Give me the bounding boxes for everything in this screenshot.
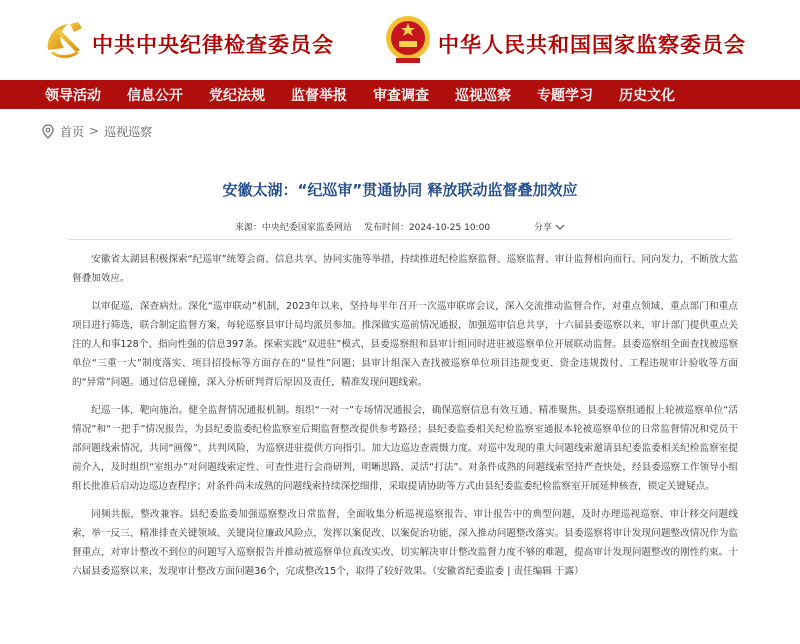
breadcrumb-current[interactable]: 巡视巡察 xyxy=(104,124,153,139)
article-title: 安徽太湖：“纪巡审”贯通协同 释放联动监督叠加效应 xyxy=(222,181,578,199)
org-name-nsc: 中华人民共和国国家监察委员会 xyxy=(438,32,746,57)
breadcrumb xyxy=(0,109,800,153)
breadcrumb-separator: > xyxy=(89,124,100,138)
chevron-down-icon xyxy=(555,223,565,231)
site-header xyxy=(0,0,800,80)
article-body xyxy=(0,240,800,581)
article-meta xyxy=(0,220,800,233)
nav-item-study[interactable]: 专题学习 xyxy=(537,87,593,104)
nav-item-inspection[interactable]: 巡视巡察 xyxy=(455,87,511,104)
nav-item-regulations[interactable]: 党纪法规 xyxy=(209,87,265,104)
share-button[interactable] xyxy=(534,220,565,233)
article-paragraph: 安徽省太湖县积极探索“纪巡审”统筹会商、信息共享、协同实施等举措，持续推进纪检监察监督、巡察监督、审计监督相向而行、同向发力，不断放大监督叠加效应。 xyxy=(72,254,738,284)
national-emblem-icon xyxy=(384,14,432,64)
article-time: 发布时间：2024-10-25 10:00 xyxy=(363,223,491,233)
nav-item-investigation[interactable]: 审查调查 xyxy=(373,87,429,104)
main-nav xyxy=(0,80,800,109)
org-name-ccdi: 中共中央纪律检查委员会 xyxy=(92,32,334,57)
breadcrumb-home[interactable]: 首页 xyxy=(60,124,85,139)
nav-item-disclosure[interactable]: 信息公开 xyxy=(127,87,183,104)
party-emblem-icon xyxy=(42,18,86,62)
article-paragraph: 纪巡一体，靶向施治。健全监督情况通报机制。组织“一对一”专场情况通报会，确保巡察信息有效互通、精准聚焦。县委巡察组通报上轮被巡察单位“活情况”和“一把手”情况报告，为县纪委监委纪检监察室后期监督整改提供参考路径；县纪委监委相关纪检监察室通报本轮被巡察单位的日常监督情况和党员干部问题线索情况，共同“画像”、共判风险，为巡察进驻提供方向指引。加大边巡边查震慑力度。对巡中发现的重大问题线索邀请县纪委监委相关纪检监察室提前介入，及时组织“室组办”对问题线索定性、可查性进行会商研判，明晰思路、灵活“打法”。对条件成熟的问题线索坚持严查快处，经县委巡察工作领导小组组长批准后启动边巡边查程序；对条件尚未成熟的问题线索持续深挖细排，采取提请协助等方式由县纪委监委纪检监察室开展延伸核查，锁定关键疑点。 xyxy=(72,405,738,492)
share-label: 分享 xyxy=(534,223,553,233)
nav-item-reporting[interactable]: 监督举报 xyxy=(291,87,347,104)
article-paragraph: 以审促巡，深查病灶。深化“巡审联动”机制，2023年以来，坚持每半年召开一次巡审联席会议，深入交流推动监督合作，对重点领域、重点部门和重点项目进行筛选，联合制定监督方案，每轮巡察县审计局均派员参加。推深做实巡前情况通报，加强巡审信息共享，十六届县委巡察以来，审计部门提供重点关注的人和事128个、指向性强的信息397条。探索实践“双进驻”模式，县委巡察组和县审计组同时进驻被巡察单位开展联动监督。县委巡察组全面查找被巡察单位“三重一大”制度落实、项目招投标等方面存在的“显性”问题；县审计组深入查找被巡察单位项目违规变更、资金违规拨付、工程违规审计验收等方面的“异常”问题。通过信息碰撞，深入分析研判背后原因及责任，精准发现问题线索。 xyxy=(72,301,738,388)
article-source: 来源：中央纪委国家监委网站 xyxy=(234,223,352,233)
article-paragraph: 同频共振，整改兼容。县纪委监委加强巡察整改日常监督，全面收集分析巡视巡察报告、审计报告中的典型问题，及时办理巡视巡察、审计移交问题线索，举一反三、精准排查关键领域、关键岗位廉政风险点，发挥以案促改、以案促治功能，深入推动问题整改落实。县委巡察将审计发现问题整改情况作为监督重点，对审计整改不到位的问题写入巡察报告并推动被巡察单位真改实改，切实解决审计整改监督力度不够的难题，提高审计发现问题整改的刚性约束。十六届县委巡察以来，发现审计整改方面问题36个，完成整改15个，取得了较好效果。（安徽省纪委监委 | 责任编辑 于露） xyxy=(72,509,738,577)
location-pin-icon xyxy=(42,124,54,139)
nav-item-history[interactable]: 历史文化 xyxy=(619,87,675,104)
nav-item-leadership[interactable]: 领导活动 xyxy=(45,87,101,104)
